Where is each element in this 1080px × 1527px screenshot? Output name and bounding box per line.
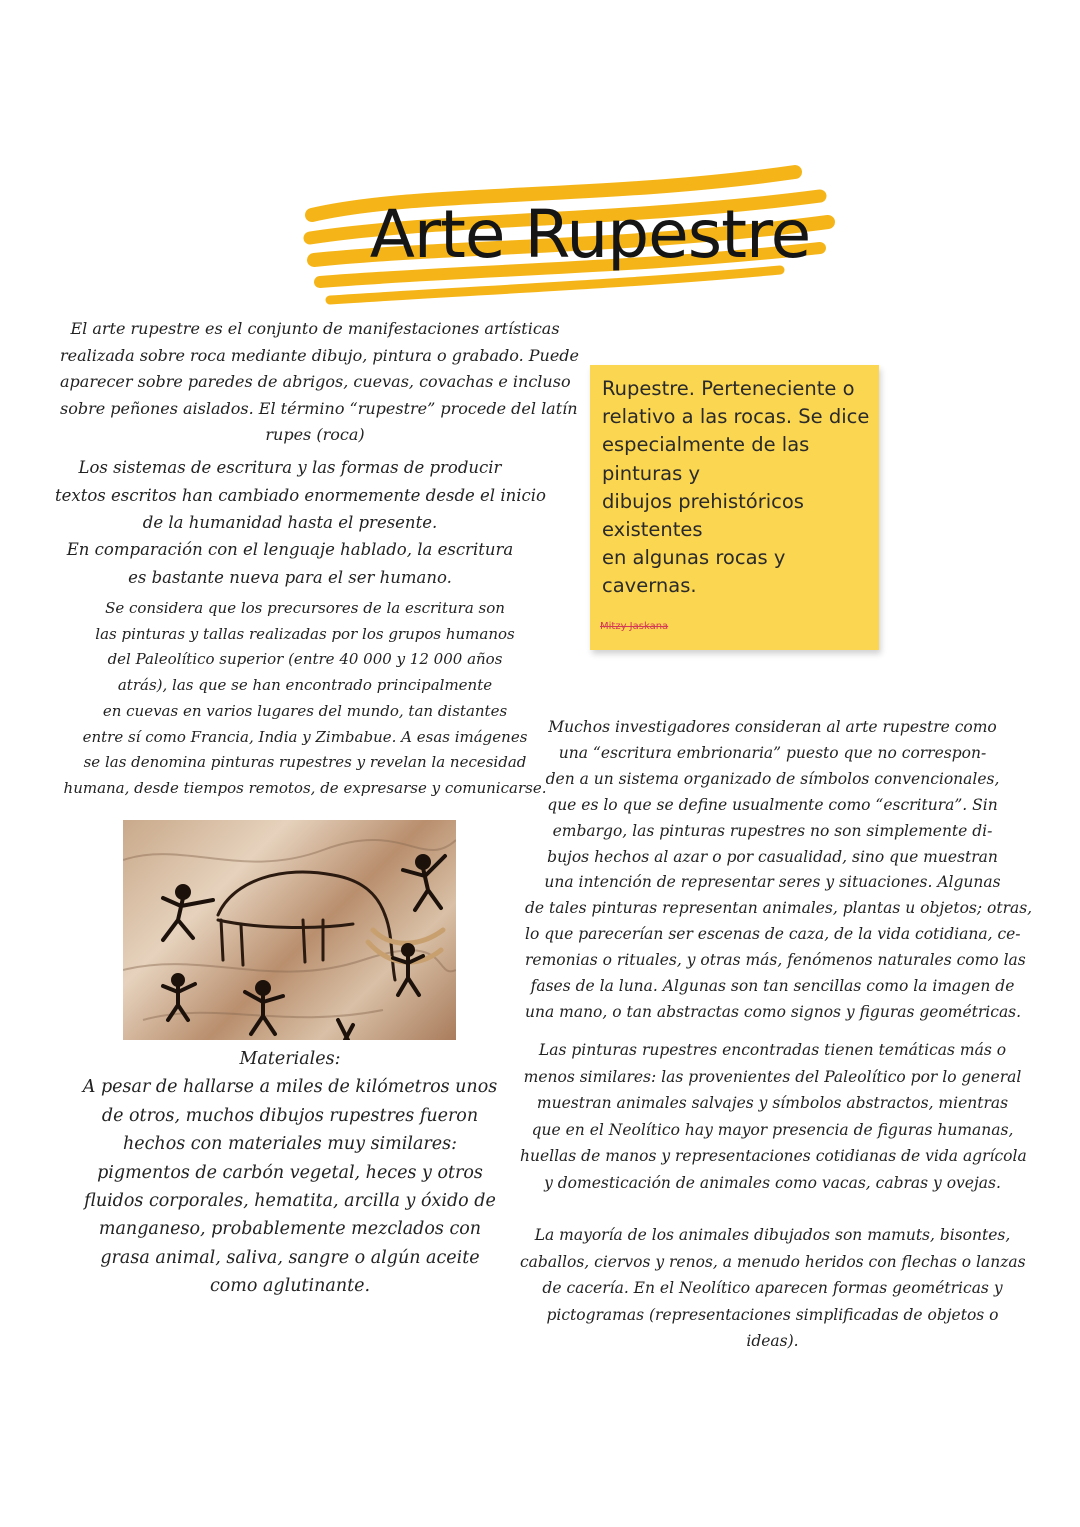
text-line: que en el Neolítico hay mayor presencia de figuras humanas, xyxy=(531,1120,1014,1139)
materials-heading: Materiales: xyxy=(239,1049,341,1069)
text-line: ideas). xyxy=(746,1332,799,1351)
text-line: Se considera que los precursores de la escritura son xyxy=(105,599,505,617)
text-line: relativo a las rocas. Se dice xyxy=(602,405,870,429)
text-line: A pesar de hallarse a miles de kilómetros unos xyxy=(82,1077,498,1098)
text-line: bujos hechos al azar o por casualidad, sino que muestran xyxy=(547,847,998,866)
text-line: atrás), las que se han encontrado principalmente xyxy=(117,676,493,695)
text-line: grasa animal, saliva, sangre o algún aceite xyxy=(100,1247,480,1268)
text-line: realizada sobre roca mediante dibujo, pintura o grabado. Puede xyxy=(60,345,579,365)
sticky-note-text xyxy=(602,375,869,601)
writing-paragraph xyxy=(55,454,546,537)
text-line: textos escritos han cambiado enormemente desde el inicio xyxy=(55,485,546,505)
text-line: muestran animales salvajes y símbolos abstractos, mientras xyxy=(536,1094,1009,1113)
text-line: embargo, las pinturas rupestres no son simplemente di- xyxy=(552,821,993,840)
text-line: una mano, o tan abstractas como signos y figuras geométricas. xyxy=(525,1002,1022,1021)
text-line: El arte rupestre es el conjunto de manifestaciones artísticas xyxy=(70,319,560,338)
text-line: rupes (roca) xyxy=(265,425,365,444)
text-line: una “escritura embrionaria” puesto que no correspon- xyxy=(558,743,987,762)
themes-paragraph xyxy=(520,1037,1025,1197)
embryonic-writing-paragraph xyxy=(525,715,1033,1026)
text-line: fases de la luna. Algunas son tan sencillas como la imagen de xyxy=(530,977,1015,996)
text-line: Muchos investigadores consideran al arte rupestre como xyxy=(548,718,997,736)
text-line: entre sí como Francia, India y Zimbabue. A esas imágenes xyxy=(82,727,528,746)
text-line: La mayoría de los animales dibujados son mamuts, bisontes, xyxy=(534,1226,1011,1244)
text-line: pictogramas (representaciones simplificadas de objetos o xyxy=(546,1305,999,1324)
text-line: Los sistemas de escritura y las formas de producir xyxy=(78,458,502,477)
text-line: den a un sistema organizado de símbolos convencionales, xyxy=(545,769,1000,788)
text-line: de cacería. En el Neolítico aparecen formas geométricas y xyxy=(542,1279,1003,1298)
text-line: y domesticación de animales como vacas, cabras y ovejas. xyxy=(544,1173,1001,1192)
text-line: en algunas rocas y xyxy=(602,546,786,570)
text-line: especialmente de las xyxy=(602,433,810,457)
cave-painting-image xyxy=(123,820,456,1040)
comparison-paragraph xyxy=(55,536,525,591)
text-line: menos similares: las provenientes del Paleolítico por lo general xyxy=(523,1067,1022,1086)
text-line: del Paleolítico superior (entre 40 000 y 12 000 años xyxy=(107,650,503,669)
definition-sticky-note xyxy=(590,365,879,650)
text-line: Rupestre. Perteneciente o xyxy=(602,377,855,400)
text-line: pinturas y xyxy=(602,461,701,485)
intro-paragraph xyxy=(60,316,579,449)
text-line: manganeso, probablemente mezclados con xyxy=(98,1219,482,1240)
text-line: de tales pinturas representan animales, plantas u objetos; otras, xyxy=(525,899,1033,918)
text-line: remonias o rituales, y otras más, fenómenos naturales como las xyxy=(525,951,1026,970)
text-line: de la humanidad hasta el presente. xyxy=(142,513,438,532)
text-line: existentes xyxy=(602,518,703,542)
text-line: una intención de representar seres y situaciones. Algunas xyxy=(544,873,1001,892)
materials-paragraph xyxy=(60,1045,520,1301)
cave-painting-illustration xyxy=(123,820,456,1040)
text-line: aparecer sobre paredes de abrigos, cuevas, covachas e incluso xyxy=(60,372,571,391)
text-line: hechos con materiales muy similares: xyxy=(123,1134,457,1155)
text-line: cavernas. xyxy=(602,574,697,598)
text-line: caballos, ciervos y renos, a menudo heridos con flechas o lanzas xyxy=(520,1252,1026,1271)
sticky-note-signature: Mitzy Jaskana xyxy=(600,621,669,632)
text-line: Las pinturas rupestres encontradas tienen temáticas más o xyxy=(538,1041,1007,1059)
text-line: lo que parecerían ser escenas de caza, de la vida cotidiana, ce- xyxy=(525,925,1021,944)
text-line: de otros, muchos dibujos rupestres fueron xyxy=(101,1105,479,1126)
text-line: humana, desde tiempos remotos, de expresarse y comunicarse. xyxy=(63,778,547,797)
text-line: fluidos corporales, hematita, arcilla y óxido de xyxy=(84,1191,496,1212)
text-line: como aglutinante. xyxy=(209,1276,371,1297)
title-banner xyxy=(300,160,840,310)
text-line: en cuevas en varios lugares del mundo, tan distantes xyxy=(102,701,508,720)
page-title: Arte Rupestre xyxy=(369,196,811,273)
animals-paragraph xyxy=(520,1222,1025,1355)
text-line: dibujos prehistóricos xyxy=(602,489,804,513)
text-line: pigmentos de carbón vegetal, heces y otros xyxy=(97,1162,483,1183)
text-line: las pinturas y tallas realizadas por los grupos humanos xyxy=(95,624,515,643)
text-line: En comparación con el lenguaje hablado, la escritura xyxy=(66,540,514,559)
text-line: es bastante nueva para el ser humano. xyxy=(128,567,452,587)
precursors-paragraph xyxy=(60,596,550,802)
text-line: que es lo que se define usualmente como “escritura”. Sin xyxy=(547,795,998,814)
text-line: sobre peñones aislados. El término “rupestre” procede del latín xyxy=(60,398,578,418)
text-line: se las denomina pinturas rupestres y revelan la necesidad xyxy=(83,753,527,772)
text-line: huellas de manos y representaciones cotidianas de vida agrícola xyxy=(520,1147,1027,1166)
